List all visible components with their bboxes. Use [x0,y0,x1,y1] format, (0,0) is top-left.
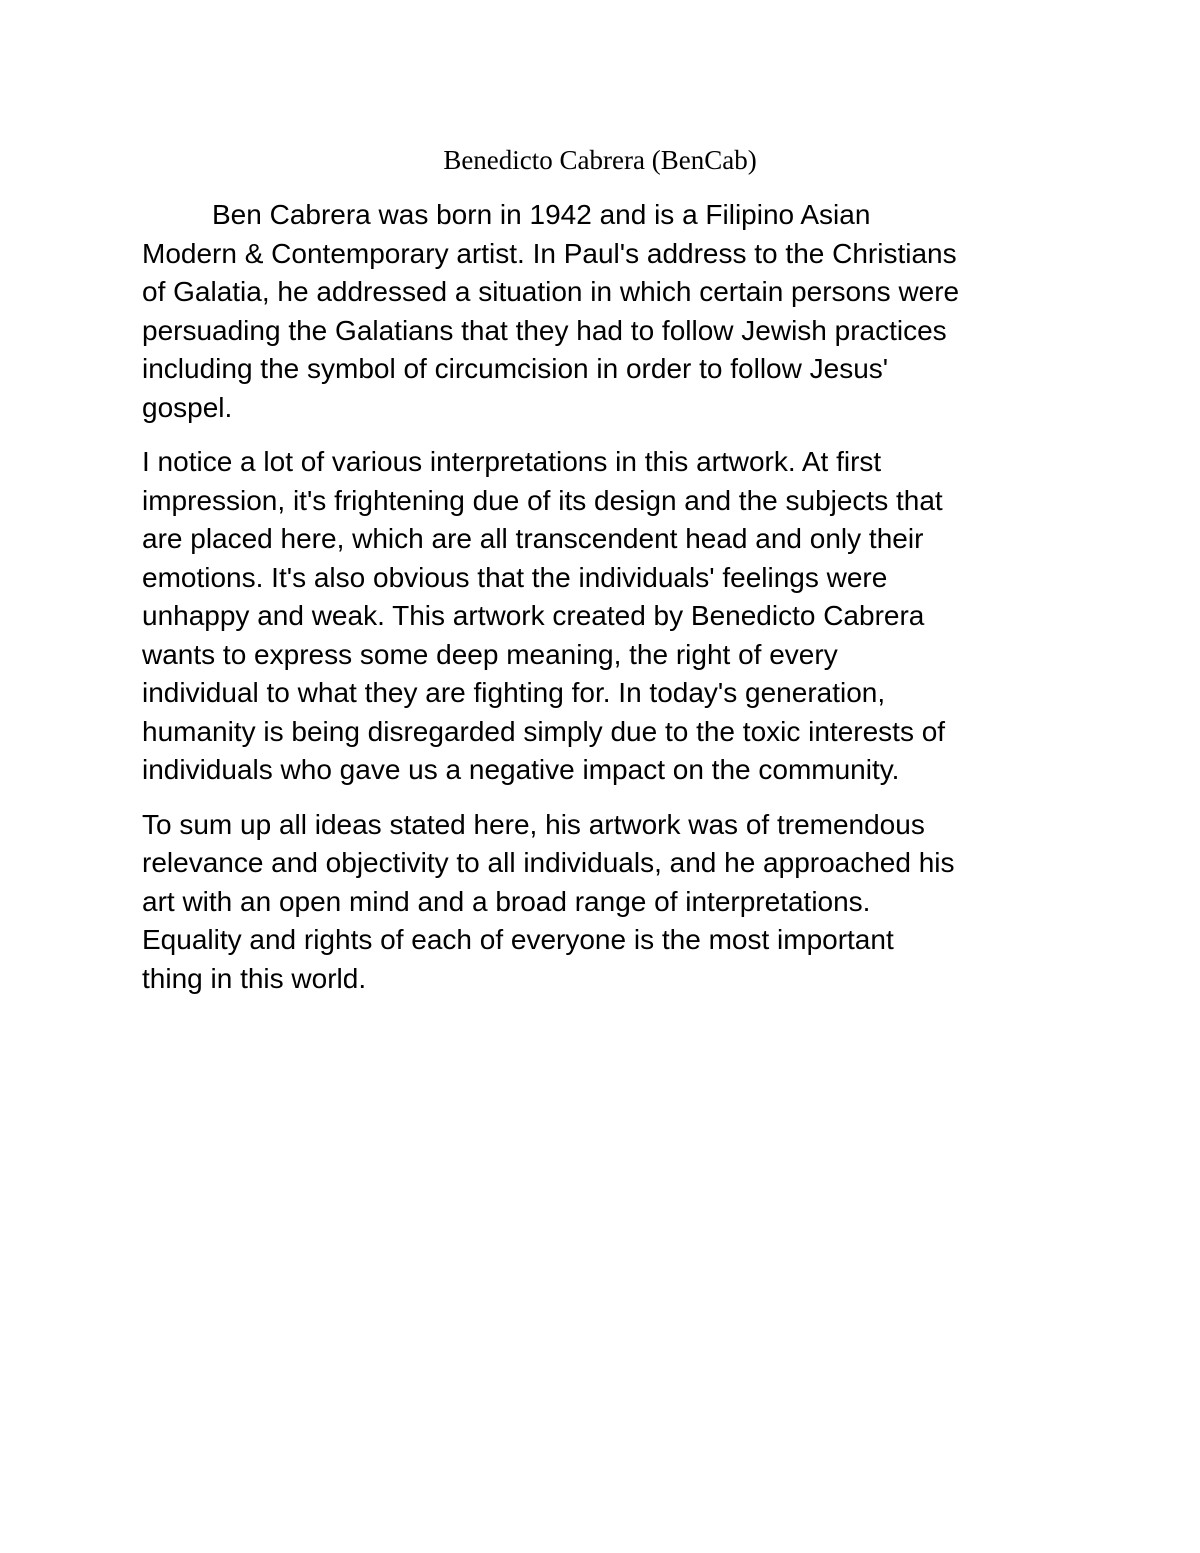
paragraph-line: unhappy and weak. This artwork created by Benedicto Cabrera [142,600,925,631]
paragraph-line: wants to express some deep meaning, the right of every [142,638,838,670]
paragraph-line: impression, it's frightening due of its design and the subjects that [142,484,943,516]
paragraph-line: including the symbol of circumcision in order to follow Jesus' [142,353,889,384]
paragraph-line: persuading the Galatians that they had to follow Jewish practices [142,314,947,346]
document-body [142,196,1072,1014]
paragraph-line: individuals who gave us a negative impact on the community. [142,754,900,785]
paragraph-line: humanity is being disregarded simply due to the toxic interests of [142,715,946,747]
paragraph-line: Equality and rights of each of everyone is the most important [142,924,894,955]
paragraph-3 [142,806,1072,999]
paragraph-line: art with an open mind and a broad range of interpretations. [142,885,871,917]
paragraph-line: of Galatia, he addressed a situation in which certain persons were [142,276,960,307]
paragraph-line: individual to what they are fighting for. In today's generation, [142,677,886,708]
paragraph-line: are placed here, which are all transcendent head and only their [142,523,924,554]
paragraph-line: I notice a lot of various interpretations in this artwork. At first [142,446,882,477]
paragraph-1 [142,196,1072,427]
paragraph-line: gospel. [142,391,233,423]
paragraph-line: Modern & Contemporary artist. In Paul's address to the Christians [142,237,957,269]
paragraph-line: thing in this world. [142,962,367,994]
paragraph-line: To sum up all ideas stated here, his artwork was of tremendous [142,808,925,840]
paragraph-line: emotions. It's also obvious that the individuals' feelings were [142,561,888,593]
paragraph-line: Ben Cabrera was born in 1942 and is a Filipino Asian [212,199,871,230]
document-title: Benedicto Cabrera (BenCab) [443,145,757,175]
paragraph-2 [142,443,1072,790]
paragraph-line: relevance and objectivity to all individuals, and he approached his [142,847,955,878]
